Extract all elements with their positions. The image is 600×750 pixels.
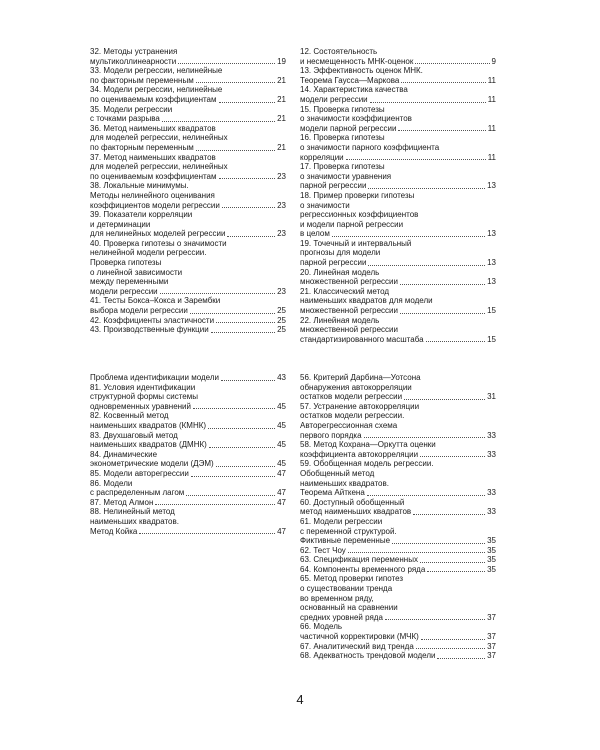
page-number: 4 — [296, 692, 304, 707]
toc-entry — [300, 517, 496, 546]
toc-entry-line: эконометрические модели (ДЭМ) — [90, 459, 214, 469]
toc-entry-last-line — [300, 450, 496, 460]
toc-entry-last-line — [90, 459, 286, 469]
toc-entry — [300, 622, 496, 641]
toc-entry-line: 19. Точечный и интервальный — [300, 238, 412, 248]
dot-leader — [216, 466, 275, 467]
dot-leader — [208, 428, 275, 429]
toc-entry — [90, 239, 286, 297]
toc-page-number: 37 — [487, 641, 496, 651]
toc-page-number: 25 — [277, 325, 286, 335]
dot-leader — [332, 236, 485, 237]
toc-entry — [300, 642, 496, 652]
toc-entry — [90, 316, 286, 326]
toc-entry-last-line — [300, 181, 496, 191]
dot-leader — [196, 150, 275, 151]
toc-entry-line: 33. Модели регрессии, нелинейные — [90, 66, 223, 76]
toc-entry-line: Проблема идентификации модели — [90, 373, 219, 382]
toc-entry — [300, 239, 496, 268]
toc-entry-line: остатков модели регрессии. — [300, 411, 405, 421]
dot-leader — [368, 265, 485, 266]
toc-entry — [90, 153, 286, 182]
toc-entry-line: 65. Метод проверки гипотез — [300, 574, 404, 584]
toc-entry — [300, 268, 496, 287]
toc-page-number: 19 — [277, 56, 286, 66]
dot-leader — [162, 121, 275, 122]
toc-entry — [90, 47, 286, 66]
toc-entry-line: регрессионных коэффициентов — [300, 210, 419, 220]
dot-leader — [370, 102, 486, 103]
toc-entry-line: наименьших квадратов для модели — [300, 296, 433, 306]
dot-leader — [221, 380, 275, 381]
toc-entry-line: 42. Коэффициенты эластичности — [90, 315, 215, 325]
toc-entry-last-line — [90, 469, 286, 479]
toc-entry-last-line — [90, 172, 286, 182]
toc-entry-last-line — [90, 402, 286, 412]
toc-page-number: 23 — [277, 286, 286, 296]
toc-entry-line: 66. Модель — [300, 622, 343, 632]
toc-entry-last-line — [300, 277, 496, 287]
toc-entry-last-line — [90, 287, 286, 297]
toc-entry-line: 21. Классический метод — [300, 286, 390, 296]
toc-entry-last-line — [90, 95, 286, 105]
dot-leader — [420, 456, 485, 457]
toc-column-bottom-right — [300, 373, 496, 661]
toc-page-number: 45 — [277, 401, 286, 411]
toc-entry-last-line — [300, 431, 496, 441]
toc-entry-line: 14. Характеристика качества — [300, 85, 408, 95]
toc-page-number: 33 — [487, 449, 496, 459]
dot-leader — [186, 495, 275, 496]
toc-entry-last-line — [300, 642, 496, 652]
toc-entry-last-line — [90, 325, 286, 335]
toc-entry-line: 32. Методы устранения — [90, 47, 178, 56]
dot-leader — [209, 447, 275, 448]
toc-entry-line: 17. Проверка гипотезы — [300, 162, 385, 172]
toc-entry-line: во временном ряду, — [300, 593, 374, 603]
toc-entry — [300, 191, 496, 239]
toc-entry-last-line — [300, 507, 496, 517]
toc-entry-line: мультиколлинеарности — [90, 56, 177, 66]
toc-entry-line: коэффициента автокорреляции — [300, 449, 419, 459]
toc-entry-line: наименьших квадратов. — [90, 516, 179, 526]
toc-entry-line: множественной регрессии — [300, 306, 398, 316]
toc-entry-line: множественной регрессии — [300, 277, 398, 287]
toc-page-number: 11 — [487, 152, 496, 162]
dot-leader — [368, 188, 485, 189]
dot-leader — [401, 82, 485, 83]
toc-entry-line: 38. Локальные минимумы. — [90, 181, 189, 191]
toc-entry-line: наименьших квадратов. — [300, 478, 389, 488]
toc-entry-line: 62. Тест Чоу — [300, 545, 346, 555]
toc-entry-line: 56. Критерий Дарбина—Уотсона — [300, 373, 421, 382]
dot-leader — [219, 178, 276, 179]
toc-entry-line: модели регрессии — [300, 94, 368, 104]
toc-entry-line: по факторным переменным — [90, 142, 194, 152]
toc-page-number: 47 — [277, 488, 286, 498]
toc-entry-line: остатков модели регрессии — [300, 392, 403, 402]
toc-entry-line: Проверка гипотезы — [90, 258, 162, 268]
dot-leader — [196, 82, 275, 83]
toc-page-number: 23 — [277, 229, 286, 239]
toc-entry-line: 34. Модели регрессии, нелинейные — [90, 85, 223, 95]
toc-entry-line: прогнозы для модели — [300, 248, 381, 258]
toc-page-number: 45 — [277, 459, 286, 469]
toc-entry-last-line — [300, 306, 496, 316]
toc-page-number: 25 — [277, 315, 286, 325]
toc-entry — [90, 66, 286, 85]
toc-entry-line: парной регрессии — [300, 258, 367, 268]
toc-entry-line: с распределенным лагом — [90, 488, 185, 498]
dot-leader — [400, 284, 485, 285]
toc-entry — [90, 105, 286, 124]
toc-entry-line: 57. Устранение автокорреляции — [300, 401, 420, 411]
toc-entry-line: о значимости парного коэффициента — [300, 142, 440, 152]
toc-page-number: 25 — [277, 306, 286, 316]
dot-leader — [367, 495, 485, 496]
dot-leader — [427, 571, 485, 572]
toc-entry-line: 43. Производственные функции — [90, 325, 209, 335]
toc-entry-line: выбора модели регрессии — [90, 306, 188, 316]
toc-entry-line: 82. Косвенный метод — [90, 411, 169, 421]
toc-entry-last-line — [300, 613, 496, 623]
toc-entry — [90, 373, 286, 383]
toc-page-number: 35 — [487, 536, 496, 546]
dot-leader — [193, 408, 275, 409]
dot-leader — [392, 543, 485, 544]
toc-page-number: 21 — [277, 114, 286, 124]
toc-page-number: 21 — [277, 94, 286, 104]
toc-entry-line: метод наименьших квадратов — [300, 507, 412, 517]
toc-entry — [90, 507, 286, 536]
toc-column-top-right — [300, 47, 496, 344]
toc-page-number: 13 — [487, 229, 496, 239]
toc-entry-last-line — [90, 316, 286, 326]
toc-entry-line: по факторным переменным — [90, 75, 194, 85]
dot-leader — [178, 63, 275, 64]
dot-leader — [420, 562, 485, 563]
toc-page-number: 9 — [491, 56, 496, 66]
toc-entry — [90, 431, 286, 450]
toc-page-number: 35 — [487, 564, 496, 574]
toc-entry-line: Авторегрессионная схема — [300, 420, 398, 430]
toc-entry-line: 15. Проверка гипотезы — [300, 104, 385, 114]
toc-entry-line: первого порядка — [300, 430, 362, 440]
toc-entry — [300, 47, 496, 66]
dot-leader — [400, 313, 485, 314]
toc-entry-line: модели парной регрессии — [300, 123, 397, 133]
toc-entry-last-line — [90, 76, 286, 86]
toc-entry-line: 12. Состоятельность — [300, 47, 378, 56]
toc-entry-line: о значимости коэффициентов — [300, 114, 412, 124]
toc-entry-last-line — [300, 258, 496, 268]
toc-page-number: 45 — [277, 420, 286, 430]
toc-entry-line: с переменной структурой. — [300, 526, 397, 536]
toc-entry-line: и модели парной регрессии — [300, 219, 404, 229]
toc-entry — [90, 498, 286, 508]
toc-entry — [90, 469, 286, 479]
toc-entry-line: 59. Обобщенная модель регрессии. — [300, 459, 434, 469]
toc-entry-line: парной регрессии — [300, 181, 367, 191]
toc-entry-last-line — [90, 373, 286, 383]
toc-page-number: 33 — [487, 507, 496, 517]
dot-leader — [211, 332, 275, 333]
toc-page-number: 47 — [277, 526, 286, 536]
toc-entry-line: 13. Эффективность оценок МНК. — [300, 66, 423, 76]
dot-leader — [216, 322, 275, 323]
toc-entry-line: с точками разрыва — [90, 114, 160, 124]
toc-entry-last-line — [90, 488, 286, 498]
toc-entry — [90, 479, 286, 498]
toc-page-number: 31 — [487, 392, 496, 402]
toc-entry-line: 40. Проверка гипотезы о значимости — [90, 238, 227, 248]
toc-entry-line: Методы нелинейного оценивания — [90, 190, 215, 200]
toc-entry-line: 35. Модели регрессии — [90, 104, 173, 114]
dot-leader — [416, 648, 485, 649]
toc-entry-line: о значимости — [300, 200, 350, 210]
toc-entry-line: о существовании тренда — [300, 584, 393, 594]
toc-entry-last-line — [90, 143, 286, 153]
toc-entry-last-line — [300, 57, 496, 67]
toc-entry — [90, 85, 286, 104]
toc-entry-line: и несмещенность МНК-оценок — [300, 56, 414, 66]
dot-leader — [398, 130, 485, 131]
toc-entry — [300, 498, 496, 517]
toc-entry-last-line — [300, 229, 496, 239]
toc-entry-line: 41. Тесты Бокса–Кокса и Зарембки — [90, 296, 221, 306]
dot-leader — [219, 102, 276, 103]
toc-entry-line: 86. Модели — [90, 478, 133, 488]
toc-page-number: 15 — [487, 306, 496, 316]
toc-entry — [300, 555, 496, 565]
toc-entry — [300, 565, 496, 575]
toc-entry-last-line — [300, 651, 496, 661]
toc-entry — [300, 287, 496, 316]
dot-leader — [415, 63, 489, 64]
toc-entry-line: Метод Койка — [90, 526, 138, 536]
toc-entry-line: 37. Метод наименьших квадратов — [90, 152, 216, 162]
toc-entry-line: о значимости уравнения — [300, 171, 392, 181]
dot-leader — [364, 437, 486, 438]
toc-entry-line: 60. Доступный обобщенный — [300, 497, 405, 507]
toc-entry — [90, 296, 286, 315]
toc-entry-last-line — [90, 527, 286, 537]
dot-leader — [404, 399, 485, 400]
toc-entry-line: множественной регрессии — [300, 325, 398, 335]
toc-entry — [90, 383, 286, 412]
toc-entry-line: средних уровней ряда — [300, 612, 383, 622]
dot-leader — [155, 504, 275, 505]
toc-entry — [300, 66, 496, 85]
toc-entry — [300, 459, 496, 497]
toc-page-number: 37 — [487, 651, 496, 661]
toc-entry-line: 87. Метод Алмон — [90, 497, 154, 507]
toc-page-number: 15 — [487, 334, 496, 344]
toc-entry-line: 20. Линейная модель — [300, 267, 380, 277]
dot-leader — [413, 514, 485, 515]
toc-entry — [300, 440, 496, 459]
toc-entry — [300, 85, 496, 104]
toc-entry — [300, 574, 496, 622]
toc-entry-line: структурной формы системы — [90, 392, 198, 402]
toc-entry-line: Теорема Айткена — [300, 488, 365, 498]
toc-entry-last-line — [90, 421, 286, 431]
toc-entry-line: о линейной зависимости — [90, 267, 183, 277]
toc-entry-line: Обобщенный метод — [300, 468, 375, 478]
toc-entry — [90, 210, 286, 239]
toc-entry-last-line — [90, 498, 286, 508]
toc-entry — [90, 124, 286, 153]
toc-entry-last-line — [300, 555, 496, 565]
toc-page-number: 45 — [277, 440, 286, 450]
toc-page-number: 13 — [487, 258, 496, 268]
toc-entry-last-line — [300, 335, 496, 345]
toc-page-number: 37 — [487, 632, 496, 642]
toc-entry-last-line — [300, 488, 496, 498]
dot-leader — [160, 293, 275, 294]
toc-page-number: 11 — [487, 123, 496, 133]
toc-entry — [300, 546, 496, 556]
toc-entry — [90, 450, 286, 469]
toc-entry-line: 88. Нелинейный метод — [90, 507, 175, 517]
toc-page-number: 47 — [277, 468, 286, 478]
toc-page-number: 35 — [487, 555, 496, 565]
toc-page-number: 21 — [277, 75, 286, 85]
toc-entry-last-line — [90, 201, 286, 211]
toc-page-number: 11 — [487, 94, 496, 104]
toc-entry — [300, 162, 496, 191]
toc-entry-line: 36. Метод наименьших квадратов — [90, 123, 216, 133]
toc-entry-line: 85. Модели авторегрессии — [90, 468, 189, 478]
dot-leader — [139, 533, 275, 534]
toc-entry-line: по оцениваемым коэффициентам — [90, 171, 217, 181]
toc-entry-line: 16. Проверка гипотезы — [300, 133, 385, 143]
toc-entry-line: наименьших квадратов (КМНК) — [90, 420, 207, 430]
toc-page-number: 43 — [277, 373, 286, 382]
toc-column-top-left — [90, 47, 286, 335]
toc-entry-line: корреляции — [300, 152, 344, 162]
toc-page-number: 11 — [487, 75, 496, 85]
toc-entry — [300, 316, 496, 345]
toc-entry-line: 22. Линейная модель — [300, 315, 380, 325]
toc-entry-last-line — [90, 114, 286, 124]
toc-entry-last-line — [90, 57, 286, 67]
dot-leader — [426, 341, 486, 342]
toc-entry — [300, 402, 496, 440]
toc-entry-last-line — [300, 546, 496, 556]
toc-entry-last-line — [300, 95, 496, 105]
toc-entry-line: нелинейной модели регрессии. — [90, 248, 207, 258]
dot-leader — [346, 159, 486, 160]
toc-page-number: 13 — [487, 277, 496, 287]
toc-entry-line: обнаружения автокорреляции — [300, 382, 412, 392]
dot-leader — [437, 658, 485, 659]
toc-entry-last-line — [90, 229, 286, 239]
toc-page-number: 47 — [277, 497, 286, 507]
dot-leader — [227, 236, 275, 237]
toc-page-number: 35 — [487, 545, 496, 555]
toc-entry-line: стандартизированного масштаба — [300, 334, 424, 344]
toc-entry — [90, 411, 286, 430]
toc-entry — [90, 181, 286, 210]
toc-entry — [300, 105, 496, 134]
toc-entry-line: 83. Двухшаговый метод — [90, 430, 178, 440]
toc-entry-line: для моделей регрессии, нелинейных — [90, 133, 228, 143]
toc-page-number: 23 — [277, 200, 286, 210]
toc-entry-line: 64. Компоненты временного ряда — [300, 564, 426, 574]
toc-entry-last-line — [300, 565, 496, 575]
dot-leader — [421, 639, 485, 640]
toc-entry-last-line — [90, 306, 286, 316]
toc-entry-line: по оцениваемым коэффициентам — [90, 94, 217, 104]
toc-entry-line: 39. Показатели корреляции — [90, 210, 193, 220]
toc-entry-line: 84. Динамические — [90, 449, 158, 459]
toc-entry-line: 18. Пример проверки гипотезы — [300, 190, 415, 200]
toc-entry-last-line — [300, 124, 496, 134]
toc-entry — [300, 651, 496, 661]
toc-entry — [90, 325, 286, 335]
toc-entry-last-line — [300, 153, 496, 163]
toc-entry-last-line — [300, 392, 496, 402]
dot-leader — [348, 552, 485, 553]
toc-entry-last-line — [300, 76, 496, 86]
toc-page-number: 23 — [277, 171, 286, 181]
toc-page-number: 13 — [487, 181, 496, 191]
toc-page-number: 21 — [277, 142, 286, 152]
toc-entry-line: частичной корректировки (МЧК) — [300, 632, 419, 642]
dot-leader — [222, 207, 275, 208]
toc-entry-line: Теорема Гаусса—Маркова — [300, 75, 400, 85]
toc-entry-line: 63. Спецификация переменных — [300, 555, 418, 565]
toc-entry-line: одновременных уравнений — [90, 401, 191, 411]
toc-entry-line: для моделей регрессии, нелинейных — [90, 162, 228, 172]
toc-column-bottom-left — [90, 373, 286, 536]
toc-entry-line: между переменными — [90, 277, 169, 287]
toc-entry-last-line — [300, 632, 496, 642]
toc-page-number: 37 — [487, 612, 496, 622]
toc-entry-line: 81. Условия идентификации — [90, 382, 196, 392]
toc-entry-line: основанный на сравнении — [300, 603, 398, 613]
toc-entry — [300, 133, 496, 162]
dot-leader — [190, 313, 275, 314]
toc-entry-line: и детерминации — [90, 219, 151, 229]
toc-entry-line: 61. Модели регрессии — [300, 516, 383, 526]
toc-entry-last-line — [90, 440, 286, 450]
toc-entry-line: Фиктивные переменные — [300, 536, 391, 546]
toc-entry-line: для нелинейных моделей регрессии — [90, 229, 226, 239]
toc-page-number: 33 — [487, 430, 496, 440]
toc-entry-line: в целом — [300, 229, 330, 239]
toc-entry-line: 58. Метод Кохрана—Оркутта оценки — [300, 440, 436, 450]
dot-leader — [191, 476, 275, 477]
toc-entry-line: 68. Адекватность трендовой модели — [300, 651, 436, 661]
toc-entry-last-line — [300, 536, 496, 546]
dot-leader — [385, 619, 485, 620]
toc-page-number: 33 — [487, 488, 496, 498]
toc-entry-line: коэффициентов модели регрессии — [90, 200, 220, 210]
toc-entry-line: модели регрессии — [90, 286, 158, 296]
toc-entry-line: 67. Аналитический вид тренда — [300, 641, 414, 651]
toc-entry — [300, 373, 496, 402]
toc-entry-line: наименьших квадратов (ДМНК) — [90, 440, 207, 450]
